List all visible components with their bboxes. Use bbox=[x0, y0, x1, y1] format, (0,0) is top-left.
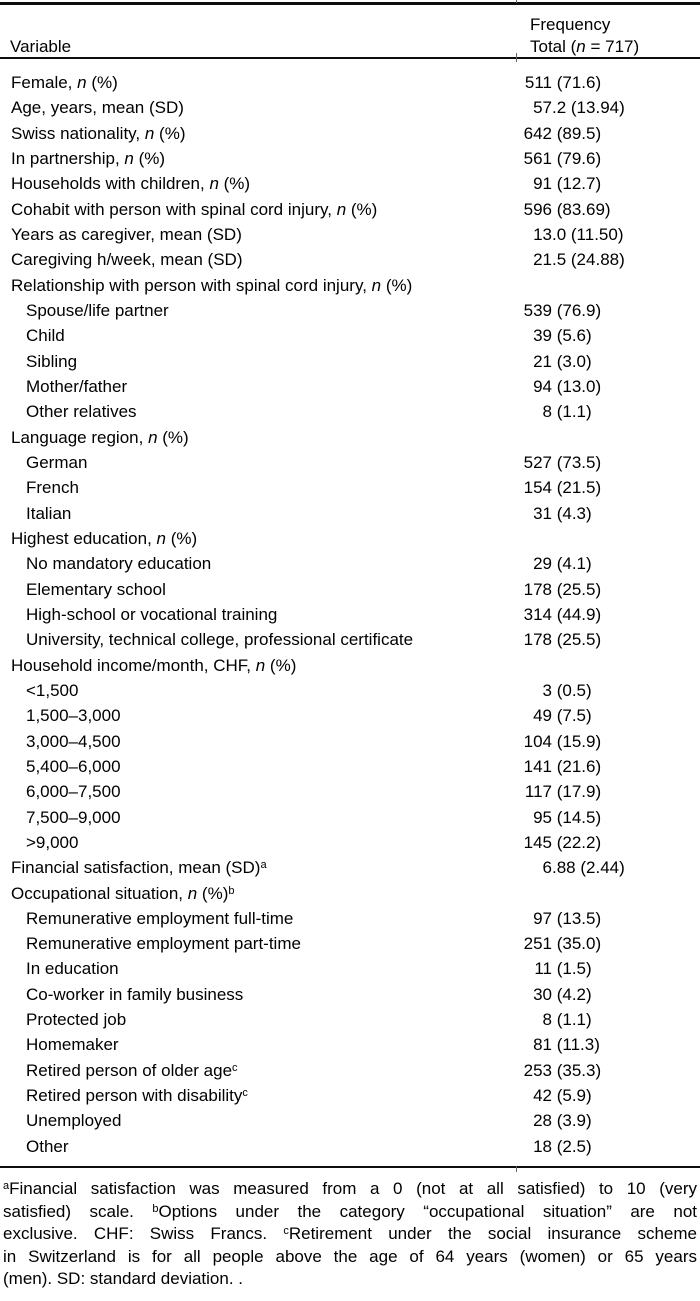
row-label: 7,500–9,000 bbox=[26, 807, 121, 827]
row-label: In education bbox=[26, 959, 119, 979]
table-row bbox=[0, 982, 700, 1007]
table-group-row bbox=[0, 526, 700, 551]
row-label: Occupational situation, n (%)$^b$ bbox=[11, 883, 235, 903]
table-group-row bbox=[0, 273, 700, 298]
row-value: 178 (25.5) bbox=[523, 630, 602, 650]
cell-border-tick-bottom bbox=[516, 1166, 517, 1172]
row-label: Protected job bbox=[26, 1010, 127, 1030]
row-label: 3,000–4,500 bbox=[26, 731, 121, 751]
row-value: 3 (0.5) bbox=[542, 680, 592, 700]
table-row bbox=[0, 754, 700, 779]
table-row bbox=[0, 703, 700, 728]
table-row bbox=[0, 475, 700, 500]
row-label: Elementary school bbox=[26, 579, 166, 599]
row-value: 21.5 (24.88) bbox=[533, 250, 625, 270]
row-value: 94 (13.0) bbox=[533, 376, 602, 396]
row-value: 95 (14.5) bbox=[533, 807, 602, 827]
row-label: Relationship with person with spinal cord injury, n (%) bbox=[11, 275, 413, 295]
row-value: 178 (25.5) bbox=[523, 579, 602, 599]
row-value: 117 (17.9) bbox=[524, 782, 602, 802]
table-row bbox=[0, 146, 700, 171]
table-group-row bbox=[0, 653, 700, 678]
row-label: Highest education, n (%) bbox=[11, 528, 198, 548]
row-value: 8 (1.1) bbox=[542, 402, 592, 422]
row-label: Remunerative employment full-time bbox=[26, 908, 294, 928]
row-value: 28 (3.9) bbox=[533, 1111, 592, 1131]
row-label: 5,400–6,000 bbox=[26, 756, 121, 776]
row-label: French bbox=[26, 478, 79, 498]
table-row bbox=[0, 1083, 700, 1108]
table-row bbox=[0, 95, 700, 120]
table-bottom-rule bbox=[0, 1166, 700, 1168]
row-label: German bbox=[26, 452, 88, 472]
row-label: Households with children, n (%) bbox=[11, 174, 251, 194]
cell-border-tick-top bbox=[516, 0, 517, 3]
column-header-frequency-line1: Frequency bbox=[530, 15, 611, 34]
row-value: 31 (4.3) bbox=[533, 503, 592, 523]
row-label: Years as caregiver, mean (SD) bbox=[11, 224, 242, 244]
footnote-line: $^a$Financial satisfaction was measured from a 0 (not at all satisfied) to 10 (very bbox=[3, 1179, 697, 1198]
table-body bbox=[0, 70, 700, 1159]
table-row bbox=[0, 450, 700, 475]
row-label: Remunerative employment part-time bbox=[26, 934, 301, 954]
table-row bbox=[0, 1007, 700, 1032]
table-row bbox=[0, 121, 700, 146]
row-value: 154 (21.5) bbox=[523, 478, 602, 498]
table-row bbox=[0, 931, 700, 956]
row-value: 11 (1.5) bbox=[534, 959, 592, 979]
table-header-rule bbox=[0, 57, 700, 59]
row-label: 6,000–7,500 bbox=[26, 782, 121, 802]
table-row bbox=[0, 551, 700, 576]
row-value: 18 (2.5) bbox=[533, 1136, 592, 1156]
row-value: 539 (76.9) bbox=[523, 300, 602, 320]
footnote-line: in Switzerland is for all people above the age of 64 years (women) or 65 years bbox=[3, 1246, 697, 1266]
row-value: 39 (5.6) bbox=[533, 326, 592, 346]
row-label: 1,500–3,000 bbox=[26, 706, 121, 726]
table-group-row bbox=[0, 425, 700, 450]
table-row bbox=[0, 1032, 700, 1057]
table-row bbox=[0, 171, 700, 196]
row-label: Unemployed bbox=[26, 1111, 122, 1131]
table-row bbox=[0, 678, 700, 703]
row-label: Retired person of older age$^c$ bbox=[26, 1060, 238, 1080]
row-label: Co-worker in family business bbox=[26, 984, 244, 1004]
table-group-row bbox=[0, 881, 700, 906]
table-row bbox=[0, 855, 700, 880]
table-row bbox=[0, 577, 700, 602]
table-row bbox=[0, 1058, 700, 1083]
row-value: 527 (73.5) bbox=[523, 452, 602, 472]
row-value: 49 (7.5) bbox=[533, 706, 592, 726]
table-row bbox=[0, 374, 700, 399]
table-row bbox=[0, 602, 700, 627]
row-value: 561 (79.6) bbox=[523, 148, 602, 168]
table-row bbox=[0, 323, 700, 348]
table-row bbox=[0, 501, 700, 526]
column-header-variable: Variable bbox=[10, 37, 72, 56]
footnotes bbox=[3, 1178, 697, 1291]
table-row bbox=[0, 830, 700, 855]
cell-border-tick-header bbox=[516, 53, 517, 62]
row-label: Financial satisfaction, mean (SD)$^a$ bbox=[11, 858, 267, 878]
row-value: 91 (12.7) bbox=[533, 174, 602, 194]
row-label: In partnership, n (%) bbox=[11, 148, 166, 168]
row-value: 97 (13.5) bbox=[533, 908, 602, 928]
row-value: 596 (83.69) bbox=[523, 199, 611, 219]
row-label: Other relatives bbox=[26, 402, 137, 422]
row-value: 30 (4.2) bbox=[533, 984, 592, 1004]
row-label: Child bbox=[26, 326, 65, 346]
row-label: Language region, n (%) bbox=[11, 427, 189, 447]
table-row bbox=[0, 805, 700, 830]
row-label: Retired person with disability$^c$ bbox=[26, 1086, 248, 1106]
row-value: 145 (22.2) bbox=[523, 832, 602, 852]
row-label: Cohabit with person with spinal cord injury, n (%) bbox=[11, 199, 378, 219]
table-row bbox=[0, 399, 700, 424]
row-label: Sibling bbox=[26, 351, 78, 371]
table-row bbox=[0, 906, 700, 931]
table-row bbox=[0, 197, 700, 222]
row-label: Swiss nationality, n (%) bbox=[11, 123, 186, 143]
table-row bbox=[0, 70, 700, 95]
row-value: 511 (71.6) bbox=[524, 73, 602, 92]
row-label: Homemaker bbox=[26, 1035, 119, 1055]
table-row bbox=[0, 349, 700, 374]
row-label: Italian bbox=[26, 503, 72, 523]
table-row bbox=[0, 1108, 700, 1133]
row-label: >9,000 bbox=[26, 832, 79, 852]
row-value: 251 (35.0) bbox=[523, 934, 602, 954]
table-row bbox=[0, 779, 700, 804]
row-value: 253 (35.3) bbox=[523, 1060, 602, 1080]
row-value: 6.88 (2.44) bbox=[542, 858, 625, 878]
row-label: Mother/father bbox=[26, 376, 128, 396]
footnote-line: exclusive. CHF: Swiss Francs. $^c$Retirement under the social insurance scheme bbox=[3, 1224, 697, 1244]
row-label: No mandatory education bbox=[26, 554, 212, 574]
table-row bbox=[0, 247, 700, 272]
column-header-frequency-line2: Total (n = 717) bbox=[530, 37, 640, 56]
row-value: 42 (5.9) bbox=[533, 1086, 592, 1106]
row-label: Age, years, mean (SD) bbox=[11, 98, 184, 118]
row-value: 8 (1.1) bbox=[542, 1010, 592, 1030]
row-label: Caregiving h/week, mean (SD) bbox=[11, 250, 243, 270]
table-row bbox=[0, 729, 700, 754]
row-value: 21 (3.0) bbox=[533, 351, 592, 371]
row-value: 29 (4.1) bbox=[533, 554, 592, 574]
row-label: High-school or vocational training bbox=[26, 604, 278, 624]
row-label: <1,500 bbox=[26, 680, 79, 700]
row-value: 13.0 (11.50) bbox=[533, 224, 624, 244]
table-top-rule bbox=[0, 2, 700, 5]
row-value: 314 (44.9) bbox=[523, 604, 602, 624]
table-row bbox=[0, 956, 700, 981]
row-value: 81 (11.3) bbox=[533, 1035, 600, 1055]
table-row bbox=[0, 1134, 700, 1159]
footnote-line: satisfied) scale. $^b$Options under the category “occupational situation” are not bbox=[3, 1201, 697, 1221]
column-header-frequency-total bbox=[530, 14, 639, 58]
row-value: 104 (15.9) bbox=[523, 731, 602, 751]
row-label: University, technical college, professional certificate bbox=[26, 630, 414, 650]
row-label: Household income/month, CHF, n (%) bbox=[11, 655, 297, 675]
footnote-line: (men). SD: standard deviation. . bbox=[3, 1269, 244, 1289]
row-label: Other bbox=[26, 1136, 69, 1156]
row-value: 57.2 (13.94) bbox=[533, 98, 625, 118]
table-row bbox=[0, 627, 700, 652]
row-label: Spouse/life partner bbox=[26, 300, 169, 320]
table-row bbox=[0, 222, 700, 247]
row-value: 141 (21.6) bbox=[523, 756, 602, 776]
row-label: Female, n (%) bbox=[11, 73, 118, 92]
row-value: 642 (89.5) bbox=[523, 123, 602, 143]
table-row bbox=[0, 298, 700, 323]
